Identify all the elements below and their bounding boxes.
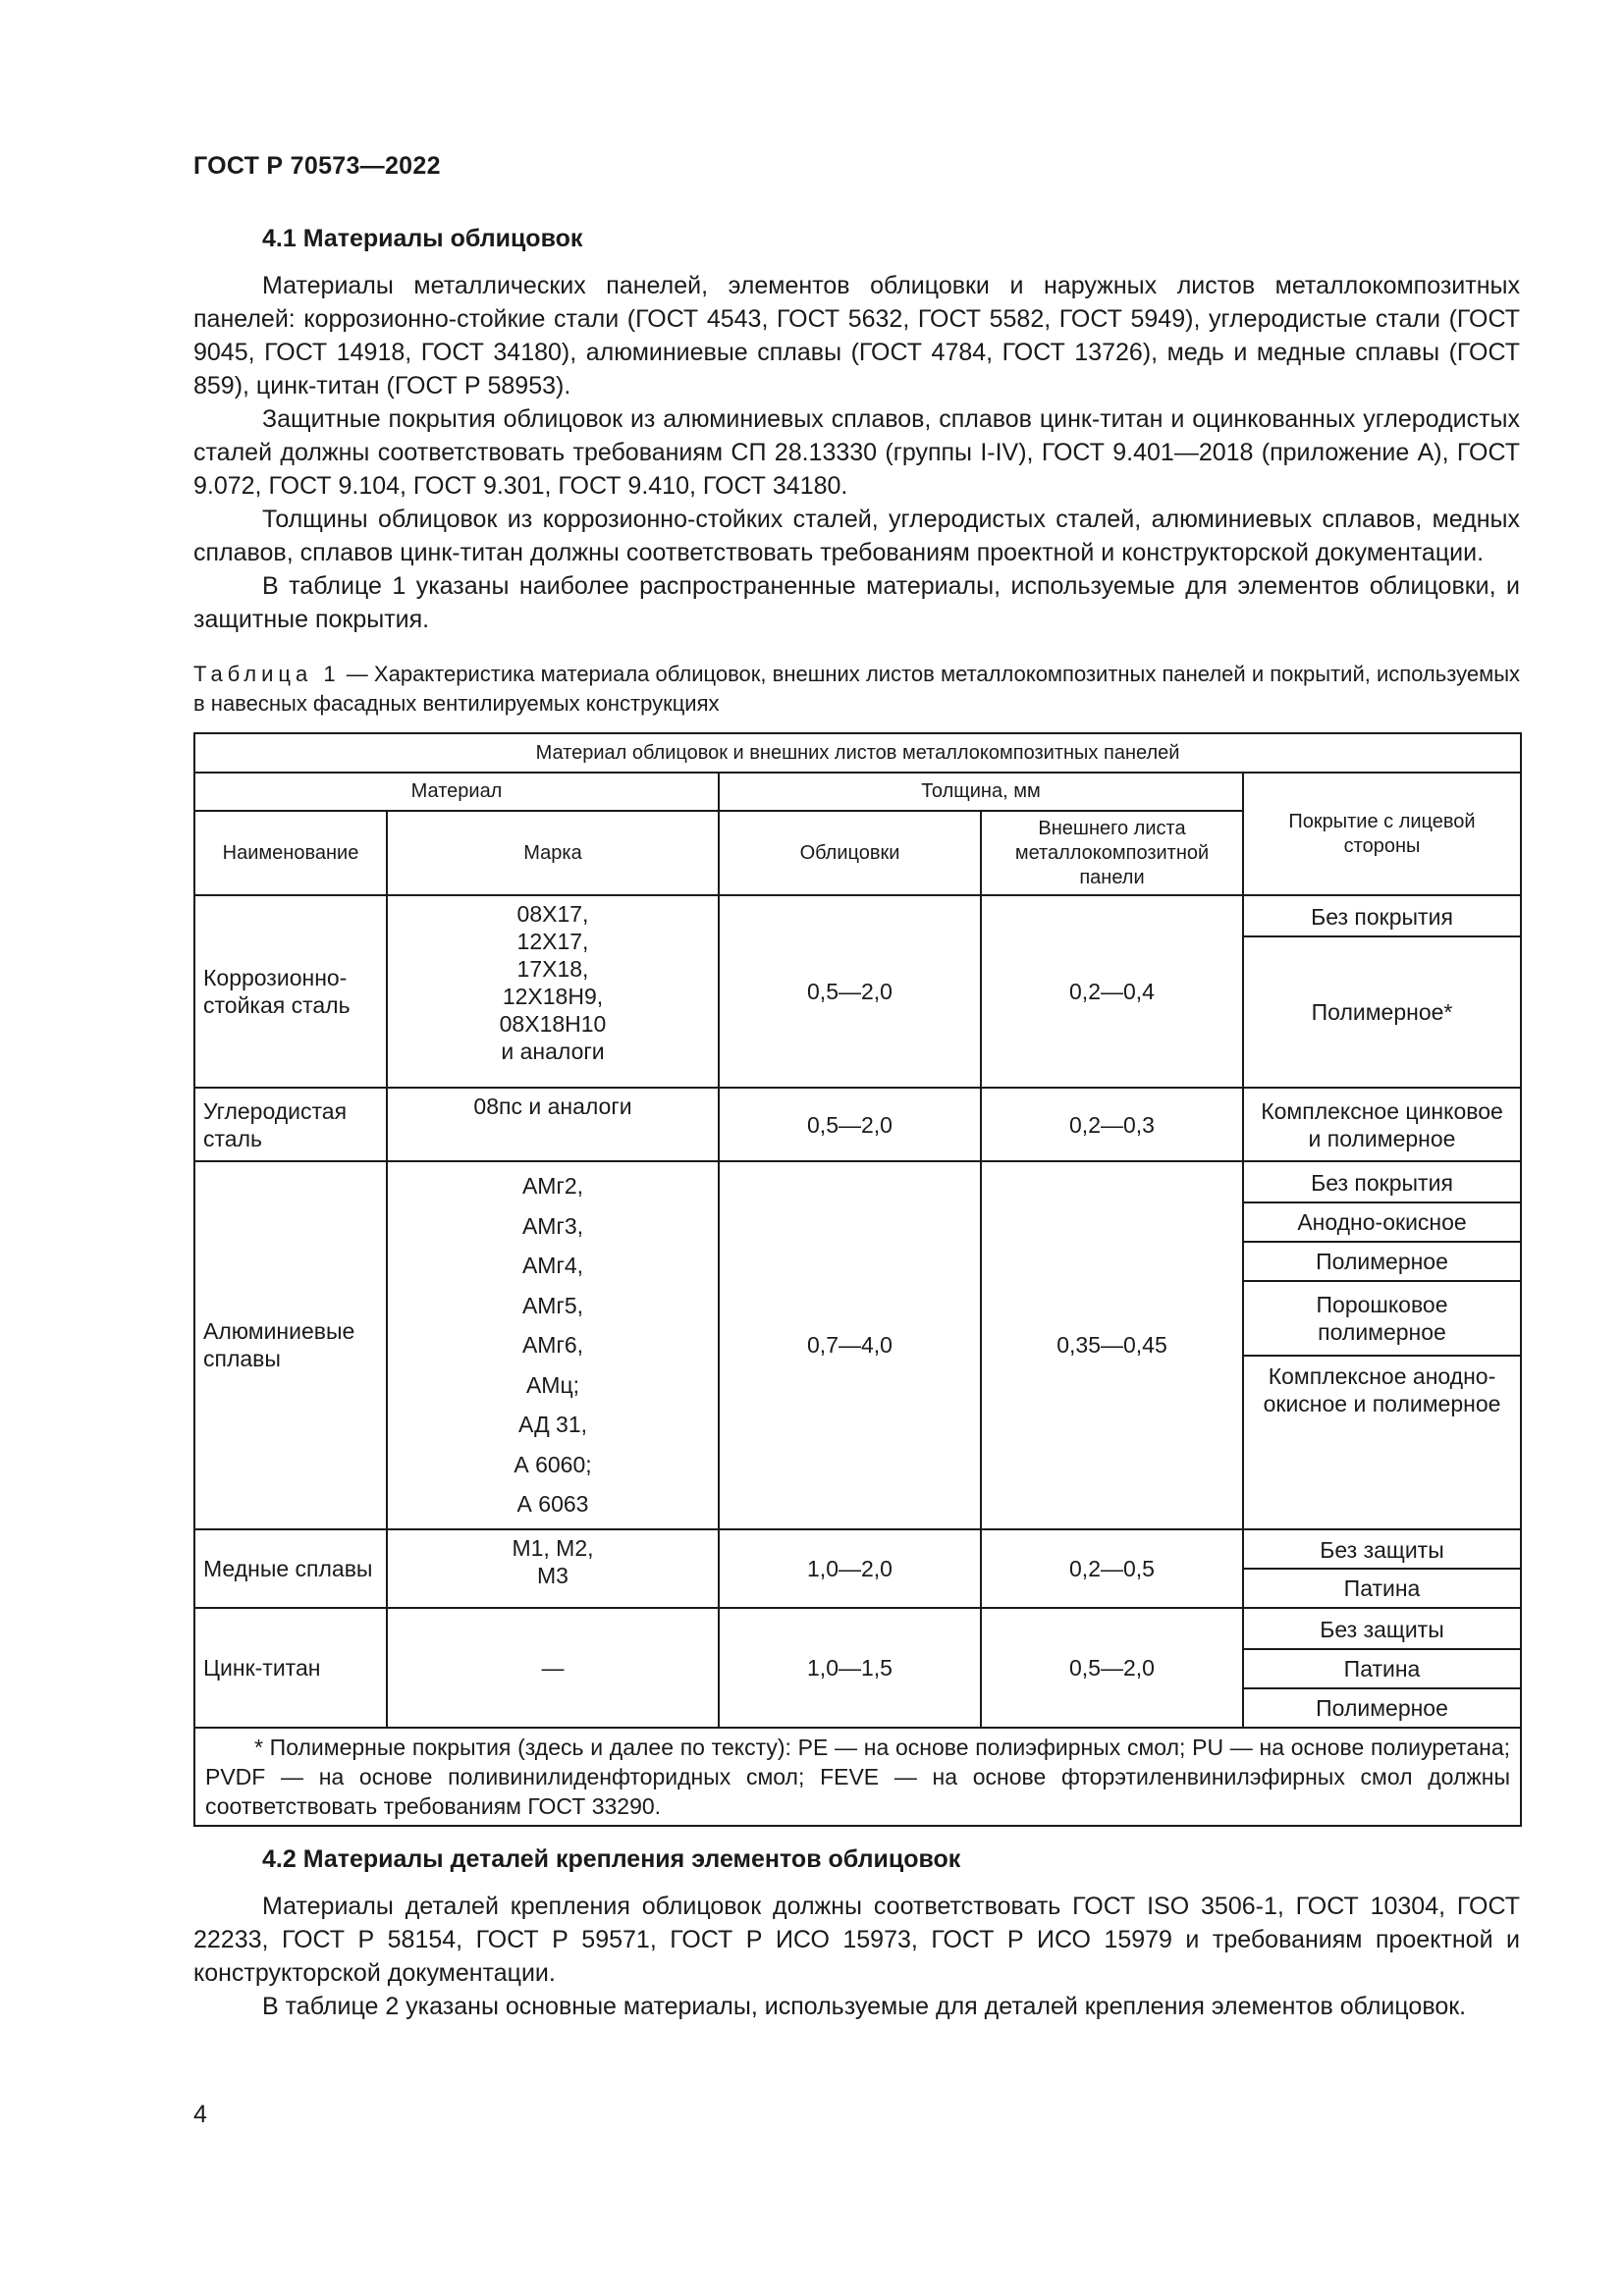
table-caption [193,660,1520,719]
material-grades [387,1529,719,1608]
section-heading-4-2: 4.2 Материалы деталей крепления элементов облицовок [262,1844,961,1873]
table-row [194,1161,1521,1529]
table-row [194,1608,1521,1728]
table-header-top: Материал облицовок и внешних листов металлокомпозитных панелей [194,733,1521,773]
outer-sheet-thickness: 0,2—0,4 [981,895,1243,1088]
table-header-grade: Марка [387,811,719,895]
page-number: 4 [193,2101,207,2128]
coating-option: Комплексное цинковое и полимерное [1243,1088,1521,1161]
paragraph: Защитные покрытия облицовок из алюминиевых сплавов, сплавов цинк-титан и оцинкованных углеродистых сталей должны соответствовать требованиям СП 28.13330 (группы I-IV), ГОСТ 9.401—2018 (приложение А), ГОСТ 9.072, ГОСТ 9.104, ГОСТ 9.301, ГОСТ 9.410, ГОСТ 34180. [193,405,1520,500]
grade: АМг4, [521,1253,584,1278]
paragraph: В таблице 1 указаны наиболее распространенные материалы, используемые для элементов облицовки, и защитные покрытия. [193,572,1520,633]
material-name: Цинк-титан [194,1608,387,1728]
grade: — [541,1654,565,1681]
coating-cell [1243,1529,1521,1608]
table-caption-text: — Характеристика материала облицовок, внешних листов металлокомпозитных панелей и покрытий, используемых в навесных фасадных вентилируемых конструкциях [193,662,1521,716]
grade: 12Х17, [516,929,589,954]
grade: А 6060; [514,1451,592,1477]
coating-option: Полимерное [1244,1241,1520,1280]
table-row [194,1529,1521,1608]
table-footnote-text: * Полимерные покрытия (здесь и далее по тексту): PE — на основе полиэфирных смол; PU — на основе полиуретана; PVDF — на основе поливинилиденфторидных смол; FEVE — на основе фторэтиленвинилэфирных смол должны соответствовать требованиям ГОСТ 33290. [205,1734,1511,1819]
document-header: ГОСТ Р 70573—2022 [193,152,441,180]
section-heading-4-1: 4.1 Материалы облицовок [262,225,583,252]
grade: и аналоги [501,1039,605,1064]
coating-cell [1243,895,1521,1088]
table-row [194,1088,1521,1161]
coating-option: Полимерное* [1244,935,1520,1087]
grade: АД 31, [517,1412,588,1437]
grade: М3 [537,1562,568,1588]
outer-sheet-thickness: 0,5—2,0 [981,1608,1243,1728]
table-header-outer-sheet: Внешнего листа металлокомпозитной панели [981,811,1243,895]
grade: АМц; [525,1371,580,1398]
grade: 08пс и аналоги [473,1094,632,1119]
paragraph: Материалы деталей крепления облицовок должны соответствовать ГОСТ ISO 3506-1, ГОСТ 10304, ГОСТ 22233, ГОСТ Р 58154, ГОСТ Р 59571, ГОСТ Р ИСО 15973, ГОСТ Р ИСО 15979 и требованиям проектной и конструкторской документации. [193,1892,1520,1987]
page-content [193,222,1520,2023]
material-name: Коррозионно-стойкая сталь [194,895,387,1088]
material-name: Углеродистая сталь [194,1088,387,1161]
grade: АМг6, [521,1332,584,1358]
table-caption-label: Таблица 1 [193,662,341,686]
material-grades [387,1088,719,1161]
cladding-thickness: 0,5—2,0 [719,895,981,1088]
coating-option: Без покрытия [1311,1170,1453,1196]
coating-option: Патина [1244,1648,1520,1687]
table-header-material: Материал [194,773,719,811]
cladding-thickness: 1,0—1,5 [719,1608,981,1728]
table-row [194,895,1521,1088]
grade: 12Х18Н9, [502,984,604,1009]
material-name: Алюминиевые сплавы [194,1161,387,1529]
material-grades [387,1608,719,1728]
table-header-thickness: Толщина, мм [719,773,1243,811]
grade: 08Х18Н10 [499,1011,607,1037]
table-footnote [194,1728,1521,1826]
coating-option: Комплексное анодно-окисное и полимерное [1244,1355,1520,1467]
coating-option: Полимерное [1244,1687,1520,1727]
outer-sheet-thickness: 0,2—0,3 [981,1088,1243,1161]
materials-table [193,732,1522,1827]
coating-option: Без покрытия [1311,904,1453,930]
coating-option: Порошковое полимерное [1244,1280,1520,1355]
paragraph: В таблице 2 указаны основные материалы, используемые для деталей крепления элементов облицовок. [262,1992,1467,2020]
cladding-thickness: 0,5—2,0 [719,1088,981,1161]
grade: М1, М2, [512,1534,594,1561]
cladding-thickness: 1,0—2,0 [719,1529,981,1608]
coating-option: Патина [1244,1568,1520,1607]
paragraph: Толщины облицовок из коррозионно-стойких сталей, углеродистых сталей, алюминиевых сплавов, медных сплавов, сплавов цинк-титан должны соответствовать требованиям проектной и конструкторской документации. [193,506,1520,566]
material-name: Медные сплавы [194,1529,387,1608]
paragraph: Материалы металлических панелей, элементов облицовки и наружных листов металлокомпозитных панелей: коррозионно-стойкие стали (ГОСТ 4543, ГОСТ 5632, ГОСТ 5582, ГОСТ 5949), углеродистые стали (ГОСТ 9045, ГОСТ 14918, ГОСТ 34180), алюминиевые сплавы (ГОСТ 4784, ГОСТ 13726), медь и медные сплавы (ГОСТ 859), цинк-титан (ГОСТ Р 58953). [193,272,1520,400]
outer-sheet-thickness: 0,2—0,5 [981,1529,1243,1608]
table-header-cladding: Облицовки [719,811,981,895]
coating-cell [1243,1161,1521,1529]
coating-option: Без защиты [1320,1536,1444,1563]
grade: А 6063 [516,1491,589,1517]
table-header-coating: Покрытие с лицевой стороны [1243,773,1521,895]
cladding-thickness: 0,7—4,0 [719,1161,981,1529]
material-grades [387,1161,719,1529]
grade: 17Х18, [516,956,589,982]
table-header-name: Наименование [194,811,387,895]
coating-option: Без защиты [1320,1616,1444,1642]
grade: 08Х17, [516,901,589,927]
grade: АМг2, [521,1173,584,1199]
grade: АМг5, [521,1292,584,1318]
material-grades [387,895,719,1088]
outer-sheet-thickness: 0,35—0,45 [981,1161,1243,1529]
coating-cell [1243,1608,1521,1728]
grade: АМг3, [521,1212,584,1239]
coating-option: Анодно-окисное [1244,1201,1520,1241]
